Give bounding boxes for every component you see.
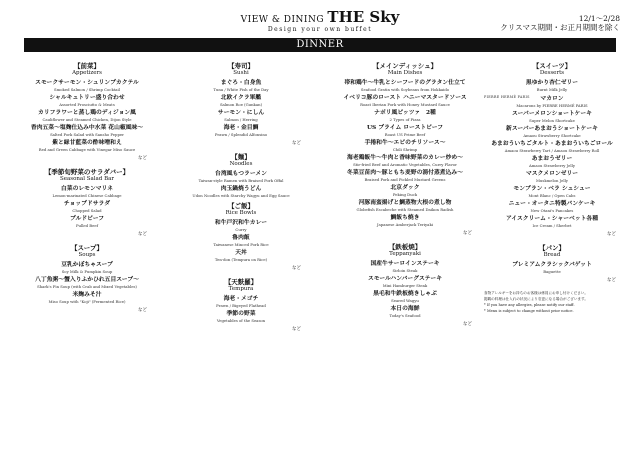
menu-item [23,95,151,107]
menu-item [23,201,151,213]
menu-item-en: New Otani's Pancakes [530,208,574,213]
footnote-line: * Menu is subject to change without prior notice. [484,309,574,313]
menu-item-jp: ナポリ風ピッツァ 2種 [374,110,436,116]
section-title-jp: 【メインディッシュ】 [372,62,438,70]
menu-item-jp: スモークサーモン・シュリンプカクテル [35,80,139,86]
menu-item-jp: マスクメロンゼリー [525,171,579,177]
etc-note: など [463,231,472,236]
menu-item-jp: 米麹みそ汁 [72,292,102,298]
menu-item-en: Amaou Strawberry Jelly [528,163,575,168]
menu-item [484,171,620,183]
etc-note: など [292,266,301,271]
menu-item-en: Soy Milk & Pumpkin Soup [61,269,113,274]
menu-item-en: Taiwan-style Ramen with Braised Pork Offal [198,178,284,183]
menu-item [23,186,151,198]
footnote-line: * If you have any allergies, please notify our staff. [484,303,575,307]
menu-item-en: Roast Iberian Pork with Honey Mustard Sauce [360,102,450,107]
menu-item-jp: 天丼 [235,250,247,256]
section-title-en: Tempura [228,286,254,292]
section-title-jp: 【前菜】 [74,62,100,70]
menu-item-en: Braised Pork and Pickled Mustard Greens [364,177,446,182]
etc-note: など [607,232,616,237]
menu-item [177,80,305,92]
menu-item [484,126,620,138]
etc-note: など [138,232,147,237]
menu-item-jp: 和牛戸沢和牛カレー [214,220,268,226]
column-1 [23,62,151,320]
menu-section [484,62,620,228]
menu-item-en: Curry [235,227,247,232]
menu-item-en: Muskmelon Jelly [536,178,568,183]
menu-item-en: Udon Noodles with Starchy Wagyu and Egg Sauce [192,193,290,198]
menu-item [484,201,620,213]
menu-item-en: Ten-don (Tempura on Rice) [214,257,268,262]
menu-item-jp: 河豚南蛮揚げと鯛蒸物大根の煮し物 [358,200,452,206]
section-title-jp: 【寿司】 [228,62,254,70]
menu-item-en: Baguette [543,269,561,274]
menu-item-jp: スモールハンバーグステーキ [367,276,443,282]
menu-section [334,243,476,318]
menu-item [23,110,151,122]
menu-item-jp: 帯和鶏牛～牛乳とシーフードのグラタン仕立て [344,80,466,86]
section-title-en: Noodles [229,161,253,167]
menu-section [23,244,151,304]
menu-item-en: Cauliflower and Steamed Chicken, Dijon Style [42,117,132,122]
menu-item-en: Red and Green Cabbage with Vinegar Miso Sauce [38,147,136,152]
menu-item [334,261,476,273]
menu-item-jp: 季節の野菜 [226,311,256,317]
menu-item-jp: 新スーパーあまおうショートケーキ [506,126,598,132]
column-3 [334,62,476,334]
menu-section [23,62,151,152]
section-title-en: Bread [543,252,561,258]
menu-item-jp: あまおういちごタルト・あまおういちごロール [491,141,613,147]
menu-item-jp: 鯛飯ち焼き [390,215,420,221]
menu-item-en: Miso Soup with "Koji" (Fermented Rice) [48,299,126,304]
column-4 [484,62,620,314]
menu-item [177,250,305,262]
etc-note: など [463,322,472,327]
menu-item [177,311,305,323]
menu-item [484,156,620,168]
menu-item-en: Seared Wagyu [391,298,419,303]
menu-item-en: 2 Types of Pizza [389,117,421,122]
footnote-line: 食物アレルギーをお持ちのお客様は係員にお申し付けください。 [484,291,588,295]
menu-item-jp: あまおうゼリー [531,156,573,162]
menu-item-en: Burnt Milk Jelly [536,87,568,92]
etc-note: など [138,308,147,313]
menu-item-jp: 北京ダック [390,185,420,191]
menu-item [177,235,305,247]
menu-item-jp: スーパーメロンショートケーキ [512,111,592,117]
logo-brand: THE Sky [327,8,400,26]
menu-item-en: Tuna / White Fish of the Day [213,87,269,92]
menu-item [23,216,151,228]
menu-item [334,291,476,303]
menu-item [177,220,305,232]
etc-note: など [607,278,616,283]
menu-item-en: Salmon Roe (Gunkan) [219,102,263,107]
menu-item [334,276,476,288]
menu-item-en: Vegetables of the Season [216,318,266,323]
date-range: 12/1～2/28 [578,14,620,23]
menu-item [334,125,476,137]
menu-item-en: Prawn / Bigeyed Flathead [216,303,266,308]
menu-item-jp: 黒毛和牛鉄板焼きしゃぶ [373,291,437,297]
menu-item-en: Taiwanese Minced Pork Rice [213,242,269,247]
menu-item-en: Today's Seafood [389,313,421,318]
etc-note: など [292,141,301,146]
menu-item-en: Chili Shrimp [392,147,418,152]
menu-item-jp: US プライム ローストビーフ [366,125,444,131]
section-title-en: Seasonal Salad Bar [59,176,115,182]
menu-item-en: Chopped Salad [72,208,102,213]
menu-item [177,296,305,308]
menu-item [484,186,620,198]
menu-item-en: Lemon-marinated Chinese Cabbage [52,193,122,198]
menu-item-jp: サーモン・にしん [217,110,265,116]
menu-item [23,80,151,92]
section-title-jp: 【天麩羅】 [224,278,258,286]
menu-section [177,62,305,137]
section-title-jp: 【ご飯】 [228,202,254,210]
menu-item-jp: 肉玉鍋焼うどん [220,186,262,192]
menu-item [334,110,476,122]
menu-item-en: Assorted Prosciutto & Meats [59,102,115,107]
menu-item-jp: イベリコ豚のロースト ハニーマスタードソース [343,95,467,101]
section-title-en: Appetizers [72,70,102,76]
menu-item [484,141,620,153]
menu-item-en: Japanese Amberjack Teriyaki [377,222,433,227]
section-title-en: Main Dishes [387,70,423,76]
menu-item-jp: 香肉五菜～塩麹仕込み中水菜 花山椒風味～ [30,125,144,131]
menu-section [334,62,476,227]
menu-item [334,215,476,227]
menu-item [334,185,476,197]
menu-item-en: Amaou Strawberry Shortcake [523,133,581,138]
menu-item-en: Ice Cream / Sherbet [532,223,572,228]
footnote-line: 掲載の料理は仕入れの状況により変更になる場合がございます。 [484,297,588,301]
menu-item [334,200,476,212]
menu-item [177,110,305,122]
menu-item [177,186,305,198]
menu-item [177,171,305,183]
menu-item-jp: 海老・メゴチ [223,296,259,302]
menu-item [334,155,476,167]
menu-item-en: Roast US Prime Beef [384,132,426,137]
menu-section [484,244,620,274]
menu-item [23,140,151,152]
menu-item [484,262,620,274]
menu-item-en: Salmon / Herring [224,117,258,122]
menu-item [23,277,151,289]
menu-item [23,262,151,274]
date-block [500,14,620,32]
menu-item-en: Peking Duck [392,192,418,197]
menu-item [23,125,151,137]
menu-item [334,95,476,107]
section-title-jp: 【鉄板焼】 [388,243,422,251]
section-title-en: Sushi [233,70,249,76]
menu-item-en: Seafood Gratin with Soybeans from Hokkaido [360,87,450,92]
menu-item-en: Shark's Fin Soup (with Crab and Mixed Vegetables) [37,284,137,289]
menu-section [177,278,305,323]
menu-item-jp: 白菜のレモンマリネ [60,186,114,192]
section-title-jp: 【季節旬野菜のサラダバー】 [44,168,130,176]
menu-item [334,306,476,318]
menu-item-jp: モンブラン・ベラ シュシュー [513,186,591,192]
menu-item-en: Sirloin Steak [392,268,418,273]
menu-item-en: Pulled Beef [75,223,98,228]
logo-prefix: VIEW & DINING [240,15,325,25]
menu-item-en: Globefish Escabeche with Steamed Daikon Radish [356,207,454,212]
menu-item-en: Prawn / Splendid Alfonsino [214,132,268,137]
section-title-en: Rice Bowls [225,210,257,216]
menu-item-jp: まぐろ・白身魚 [220,80,262,86]
menu-item-en: Stir-fried Beef and Aromatic Vegetables, Curry Flavor [353,162,457,167]
menu-item-en: Smoked Salmon / Shrimp Cocktail [54,87,120,92]
menu-item-jp: アイスクリーム・シャーベット各種 [505,216,599,222]
menu-item [334,80,476,92]
menu-item-en: Super Melon Shortcake [529,118,575,123]
menu-item-jp: 黒ゆかり杏仁ゼリー [525,80,579,86]
menu-item-en: Mini Hamburger Steak [382,283,428,288]
menu-item-en: Amaou Strawberry Tart / Amaou Strawberry Roll [504,148,600,153]
menu-item-jp: カリフラワーと蒸し鶏のディジョン風 [38,110,136,116]
menu-section [177,153,305,198]
section-title-jp: 【パン】 [539,244,565,252]
section-title-en: Teppanyaki [389,251,421,257]
section-title-en: Desserts [539,70,565,76]
menu-item-jp: 北欧イクラ軍艦 [220,95,262,101]
footnotes [484,290,620,314]
menu-item [484,80,620,92]
section-title-jp: 【スイーツ】 [532,62,572,70]
menu-item-jp: チョップドサラダ [63,201,111,207]
menu-item-jp: 海老鶏飯牛～牛肉と香味野菜のカレー炒め～ [347,155,463,161]
column-2 [177,62,305,339]
menu-item-jp: 豆乳かぼちゃスープ [61,262,113,268]
menu-section [23,168,151,228]
menu-section [177,202,305,262]
menu-item-jp: 冬菜豆苗肉～豚ともち麦野の湯付蒸煮込み～ [347,170,463,176]
menu-item-en: Mont Blanc / Open Cabs [528,193,576,198]
menu-item [177,125,305,137]
menu-item-jp: 八丁魚粥～蟹入りふかひれ五目スープ～ [35,277,139,283]
section-title-jp: 【スープ】 [71,244,103,252]
menu-item-jp: プルドビーフ [69,216,105,222]
menu-item [334,170,476,182]
menu-item-jp: 魯肉飯 [232,235,250,241]
menu-item [484,111,620,123]
menu-item-jp: プレミアムクラシックバゲット [512,262,592,268]
section-title-jp: 【麺】 [231,153,251,161]
section-title-en: Soups [78,252,96,258]
menu-item-jp: 手捲和牛～エビのチリソース～ [364,140,446,146]
menu-item-jp: 台湾風もつラーメン [215,171,267,177]
menu-item-jp: シャルキュトリー盛り合わせ [49,95,125,101]
menu-item-jp: 国産牛サーロインステーキ [370,261,440,267]
etc-note: など [138,156,147,161]
menu-item-en: Macarons by PIERRE HERMÉ PARIS [516,103,588,108]
logo-tagline: Design your own buffet [267,26,373,33]
etc-note: など [292,327,301,332]
menu-item-jp: 海老・金目鯛 [223,125,259,131]
date-note: クリスマス期間・お正月期間を除く [500,23,620,32]
pierre-herme-logo: PIERRE HERMÉ PARIS [484,95,530,99]
menu-item-en: Salted Pork Salad with Sansho Pepper [50,132,124,137]
menu-item-jp: 紫と緑甘藍菜の酢味噌和え [52,140,122,146]
dinner-banner: DINNER [24,38,616,52]
menu-item [334,140,476,152]
menu-item [177,95,305,107]
menu-item-jp: ニュー・オータニ特製パンケーキ [508,201,596,207]
menu-item [484,216,620,228]
menu-item-jp: 本日の海鮮 [390,306,420,312]
menu-item [23,292,151,304]
menu-item-jp: マカロン [540,96,564,102]
